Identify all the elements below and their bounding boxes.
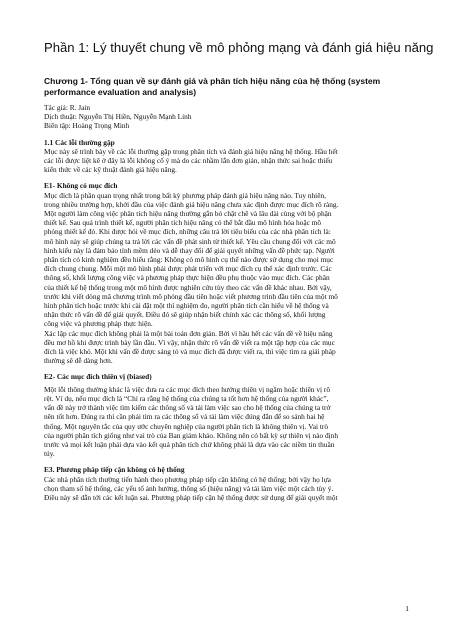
text-line: mô hình này sẽ giúp chúng ta trả lời các vấn đề phát sinh từ thiết kế. Yêu cầu chung đối với các mô bbox=[44, 236, 336, 246]
text-line: Một người làm công việc phân tích hiệu năng thường gắn bó chặt chẽ và lâu dài cùng với bộ phận bbox=[44, 209, 332, 219]
section-heading-e3: E3. Phương pháp tiếp cận không có hệ thống bbox=[44, 465, 185, 475]
chapter-title-line: Chương 1- Tổng quan về sự đánh giá và phân tích hiệu năng của hệ thống (system bbox=[44, 76, 381, 86]
text-line: thiết kế. Sau quá trình thiết kế, người phân tích hiệu năng có thể bắt đầu mô hình hóa hoặc mô bbox=[44, 218, 322, 228]
translators-line: Dịch thuật: Nguyễn Thị Hiền, Nguyễn Mạnh Linh bbox=[44, 112, 192, 122]
text-line: phỏng thiết kế đó. Khi được hỏi về mục đích, những câu trả lời tiêu biểu của các nhà phân tích là: bbox=[44, 227, 331, 237]
text-line: thường sẽ dễ dàng hơn. bbox=[44, 356, 113, 366]
text-line: nên tốt hơn. Đúng ra thì cần phải tìm ra các thông số và tải làm việc đúng đắn để so sánh hai hệ bbox=[44, 412, 325, 422]
document-body bbox=[44, 103, 416, 502]
text-line: Mục này sẽ trình bày về các lỗi thường gặp trong phân tích và đánh giá hiệu năng hệ thống. Hầu hết bbox=[44, 146, 338, 156]
chapter-title-line: performance evaluation and analysis) bbox=[44, 87, 197, 97]
author-line: Tác giả: R. Jain bbox=[44, 103, 91, 112]
chapter-title bbox=[44, 76, 416, 98]
text-line: trước và mọi kết luận phải dựa vào kết quả phân tích chứ không phải là dựa vào các niềm tin thuần bbox=[44, 439, 335, 449]
section-1-1-paragraph bbox=[44, 147, 416, 175]
text-line: của thiết kế hệ thống trong một mô hình được nghiên cứu tùy theo các vấn đề khác nhau. Bởi vậy, bbox=[44, 282, 332, 292]
text-line: vấn đề này trở thành việc tìm kiếm các thông số và tải làm việc sao cho hệ thống của chúng ta trở bbox=[44, 403, 331, 413]
part-title: Phần 1: Lý thuyết chung về mô phỏng mạng và đánh giá hiệu năng bbox=[44, 40, 434, 55]
text-line: thông số, khối lượng công việc và phương pháp thực hiện đều phụ thuộc vào mục đích. Các phân bbox=[44, 273, 330, 283]
text-line: phân tích có kinh nghiệm đều hiểu rằng: Không có mô hình cụ thể nào được sử dụng cho mọi mục bbox=[44, 255, 334, 265]
text-line: hình kiểu này là đảm bảo tính mềm dẻo và dễ thay đổi để giải quyết những vấn đề phức tạp. Người bbox=[44, 245, 335, 255]
section-heading-1-1: 1.1 Các lỗi thường gặp bbox=[44, 137, 115, 147]
text-line: đích chung chung. Mỗi một mô hình phải được phát triển với mục đích cụ thể xác định trước. Các bbox=[44, 264, 332, 274]
text-line: chọn tham số hệ thống, các yếu tố ảnh hưởng, thông số (hiệu năng) và tải làm việc một cách tùy ý. bbox=[44, 483, 334, 493]
section-heading-e1: E1- Không có mục đích bbox=[44, 181, 118, 191]
text-line: hình phân tích hoặc trước khi cài đặt một thí nghiệm đo, người phân tích cần hiểu về hệ thống và bbox=[44, 301, 329, 311]
page-number: 1 bbox=[405, 604, 409, 613]
text-line: rệt. Ví dụ, nếu mục đích là “Chỉ ra rằng hệ thống của chúng ta tốt hơn hệ thống của người khác”, bbox=[44, 393, 329, 403]
editor-line: Biên tập: Hoàng Trọng Minh bbox=[44, 121, 130, 131]
section-heading-e2: E2- Các mục đích thiên vị (biased) bbox=[44, 372, 152, 382]
section-e1-paragraph-1 bbox=[44, 191, 416, 329]
section-e1-paragraph-2 bbox=[44, 329, 416, 366]
section-e2-paragraph bbox=[44, 385, 416, 459]
text-line: đích là việc khó. Một khi vấn đề được sáng tỏ và mục đích đã được viết ra, thì việc tìm ra giải pháp bbox=[44, 347, 336, 357]
text-line: nhận thức rõ vấn đề để giải quyết. Điều đó sẽ giúp nhận biết chính xác các thông số, khối lượng bbox=[44, 310, 326, 320]
text-line: các lỗi được liệt kê ở đây là lỗi không cố ý mà do các nhầm lẫn đơn giản, nhận thức sai hoặc thiếu bbox=[44, 156, 333, 166]
text-line: của người phân tích giống như vai trò của Ban giám khảo. Không nên có bất kỳ sự thiên vị nào định bbox=[44, 430, 339, 440]
text-line: kiến thức về các kỹ thuật đánh giá hiệu năng. bbox=[44, 165, 177, 175]
text-line: thống. Một nguyên tắc của quy ước chuyên nghiệp của người phân tích là không thiên vị. Vai trò bbox=[44, 421, 328, 431]
text-line: trong nhiều trường hợp, khởi đầu của việc đánh giá hiệu năng chưa xác định được mục đích rõ ràng. bbox=[44, 199, 339, 209]
text-line: Các nhà phân tích thường tiến hành theo phương pháp tiếp cận không có hệ thống; bởi vậy họ lựa bbox=[44, 474, 331, 484]
text-line: Mục đích là phần quan trọng nhất trong bất kỳ phương pháp đánh giá hiệu năng nào. Tuy nhiên, bbox=[44, 190, 326, 200]
credits bbox=[44, 103, 416, 131]
text-line: túy. bbox=[44, 449, 55, 459]
section-e3-paragraph bbox=[44, 475, 416, 503]
text-line: Xác lập các mục đích không phải là một bài toán đơn giản. Bởi vì hầu hết các vấn đề về hiệu năng bbox=[44, 328, 333, 338]
text-line: Điều này sẽ dẫn tới các kết luận sai. Phương pháp tiếp cận hệ thống được sử dụng để giải quyết một bbox=[44, 492, 338, 502]
text-line: Một lỗi thông thường khác là việc đưa ra các mục đích theo hướng thiên vị ngầm hoặc thiên vị rõ bbox=[44, 384, 331, 394]
text-line: trước khi viết dòng mã chương trình mô phỏng đầu tiên hoặc viết phương trình đầu tiên của một mô bbox=[44, 291, 338, 301]
text-line: công việc và phương pháp thực hiện. bbox=[44, 319, 153, 329]
text-line: đều mơ hồ khi được trình bày lần đầu. Vì vậy, nhận thức rõ vấn đề viết ra một tập hợp của các mục bbox=[44, 337, 335, 347]
